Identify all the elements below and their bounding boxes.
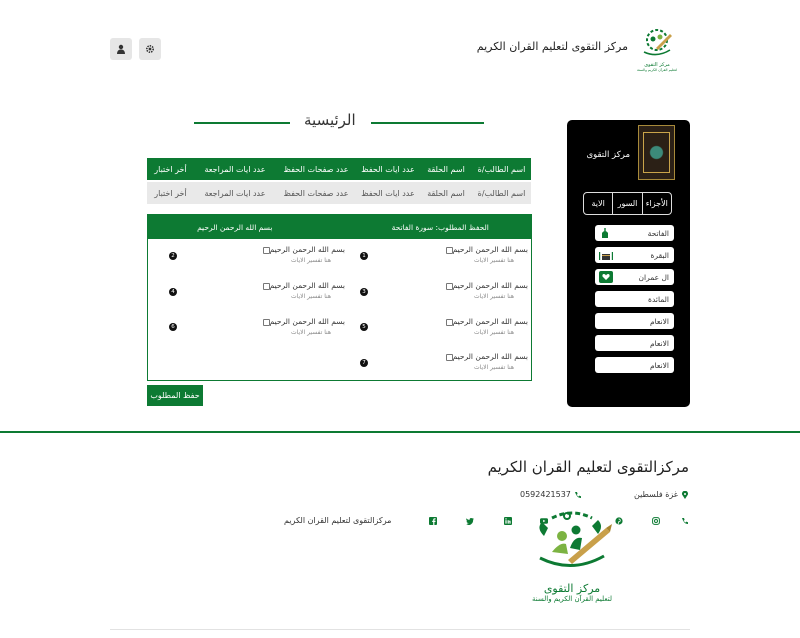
ayah-number-badge: 7 (360, 359, 368, 367)
phone-icon[interactable] (681, 517, 689, 525)
table-header-cell: عدد ايات الحفظ (361, 164, 415, 174)
gear-icon (145, 44, 155, 54)
instagram-icon[interactable] (652, 517, 660, 525)
surah-name: الانعام (650, 360, 669, 370)
twitter-icon[interactable] (466, 517, 474, 525)
sidebar-tabs (583, 192, 672, 215)
ayah-text: بسم الله الرحمن الرحيم (269, 245, 345, 254)
ayah-number-badge: 3 (360, 288, 368, 296)
footer-logo-caption-1: مركز التقوى (543, 582, 601, 595)
footer-phone[interactable] (520, 490, 582, 499)
ayah-item (255, 317, 345, 336)
ayah-tafsir: هنا تفسير الايات (290, 257, 331, 264)
header-logo[interactable] (636, 26, 678, 72)
ayah-item (255, 245, 345, 264)
surah-name: الفاتحة (647, 228, 669, 238)
table-header-cell: عدد صفحات الحفظ (283, 164, 349, 174)
title-divider-right (371, 122, 484, 124)
ayah-tafsir: هنا تفسير الايات (473, 293, 514, 300)
table-header-row (147, 158, 531, 180)
save-memorization-button[interactable]: حفظ المطلوب (147, 385, 203, 406)
table-cell: عدد ايات المراجعة (204, 188, 266, 198)
ayah-text: بسم الله الرحمن الرحيم (452, 281, 528, 290)
required-surah-label: الحفظ المطلوب: سورة الفاتحة (391, 222, 489, 232)
ayah-item (438, 245, 528, 264)
ayah-text: بسم الله الرحمن الرحيم (452, 317, 528, 326)
settings-button[interactable] (139, 38, 161, 60)
ayah-checkbox[interactable] (446, 319, 453, 326)
ayah-checkbox[interactable] (263, 319, 270, 326)
surah-item[interactable] (595, 357, 674, 373)
user-button[interactable] (110, 38, 132, 60)
surah-item[interactable] (595, 291, 674, 307)
footer-logo (522, 508, 622, 608)
ayah-text: بسم الله الرحمن الرحيم (269, 281, 345, 290)
ayah-number-badge: 1 (360, 252, 368, 260)
surah-name: الانعام (650, 316, 669, 326)
ayah-checkbox[interactable] (446, 283, 453, 290)
table-header-cell: اسم الطالب/ة (477, 164, 526, 174)
location-pin-icon (681, 491, 689, 499)
ayah-item (438, 352, 528, 371)
ayah-tafsir: هنا تفسير الايات (290, 329, 331, 336)
ayah-tafsir: هنا تفسير الايات (290, 293, 331, 300)
table-cell: اسم الحلقة (427, 188, 465, 198)
student-table (147, 158, 531, 204)
location-text: غزة فلسطين (633, 490, 678, 499)
phone-icon (574, 491, 582, 499)
footer-location (634, 490, 689, 499)
heart-book-icon (599, 271, 613, 283)
page-title: الرئيسية (304, 111, 356, 129)
tab-suwar[interactable]: السور (612, 193, 641, 214)
table-header-cell: اسم الحلقة (427, 164, 465, 174)
surah-name: ال عمران (638, 272, 669, 282)
table-cell: أخر اختبار (154, 188, 187, 198)
logo-emblem-icon (522, 508, 622, 576)
surah-item[interactable] (595, 335, 674, 351)
tab-ajzaa[interactable]: الأجزاء (642, 193, 671, 214)
title-divider-left (194, 122, 290, 124)
header-logo-caption-2: لتعليم القرآن الكريم والسنة (637, 68, 677, 72)
ayah-checkbox[interactable] (446, 354, 453, 361)
tab-ayah[interactable]: الاية (591, 199, 605, 208)
linkedin-icon[interactable] (504, 517, 512, 525)
ayah-checkbox[interactable] (446, 247, 453, 254)
header-brand-name: مركز التقوى لتعليم القران الكريم (476, 40, 628, 53)
ayah-tafsir: هنا تفسير الايات (473, 364, 514, 371)
surah-item[interactable] (595, 313, 674, 329)
ayah-item (438, 317, 528, 336)
mosque-icon (599, 228, 611, 238)
sidebar-brand: مركز التقوى (586, 150, 630, 160)
table-cell: اسم الطالب/ة (477, 188, 526, 198)
table-cell: عدد صفحات الحفظ (283, 188, 349, 198)
ayah-number-badge: 5 (360, 323, 368, 331)
table-row[interactable] (147, 182, 531, 204)
ayah-checkbox[interactable] (263, 247, 270, 254)
ayah-text: بسم الله الرحمن الرحيم (452, 245, 528, 254)
table-header-cell: أخر اختبار (154, 164, 187, 174)
surah-name: المائدة (648, 294, 669, 304)
ayah-checkbox[interactable] (263, 283, 270, 290)
footer-title: مركزالتقوى لتعليم القران الكريم (487, 458, 689, 476)
basmala-heading: بسم الله الرحمن الرحيم (197, 222, 273, 232)
user-icon (116, 44, 126, 54)
surah-name: الانعام (650, 338, 669, 348)
footer-logo-caption-2: لتعليم القرآن الكريم والسنة (532, 595, 612, 603)
ayah-text: بسم الله الرحمن الرحيم (452, 352, 528, 361)
facebook-icon[interactable] (429, 517, 437, 525)
ayah-number-badge: 4 (169, 288, 177, 296)
surah-item[interactable] (595, 225, 674, 241)
ayah-number-badge: 2 (169, 252, 177, 260)
surah-item[interactable] (595, 247, 674, 263)
table-header-cell: عدد ايات المراجعة (204, 164, 266, 174)
ayah-tafsir: هنا تفسير الايات (473, 257, 514, 264)
ayah-tafsir: هنا تفسير الايات (473, 329, 514, 336)
surah-item[interactable] (595, 269, 674, 285)
ayah-item (438, 281, 528, 300)
header-logo-caption-1: مركز التقوى (644, 62, 670, 68)
ayah-item (255, 281, 345, 300)
logo-emblem-icon (636, 26, 678, 58)
memorize-panel-header (148, 215, 531, 239)
ayah-number-badge: 6 (169, 323, 177, 331)
kaaba-icon (599, 250, 611, 260)
phone-text: 0592421537 (520, 490, 571, 499)
quran-cover-image (638, 125, 675, 180)
surah-name: البقرة (650, 250, 669, 260)
footer-copyright-name: مركزالتقوى لتعليم القران الكريم (284, 516, 392, 525)
ayah-text: بسم الله الرحمن الرحيم (269, 317, 345, 326)
footer-divider (0, 431, 800, 433)
table-cell: عدد ايات الحفظ (361, 188, 415, 198)
bottom-divider (110, 629, 690, 630)
